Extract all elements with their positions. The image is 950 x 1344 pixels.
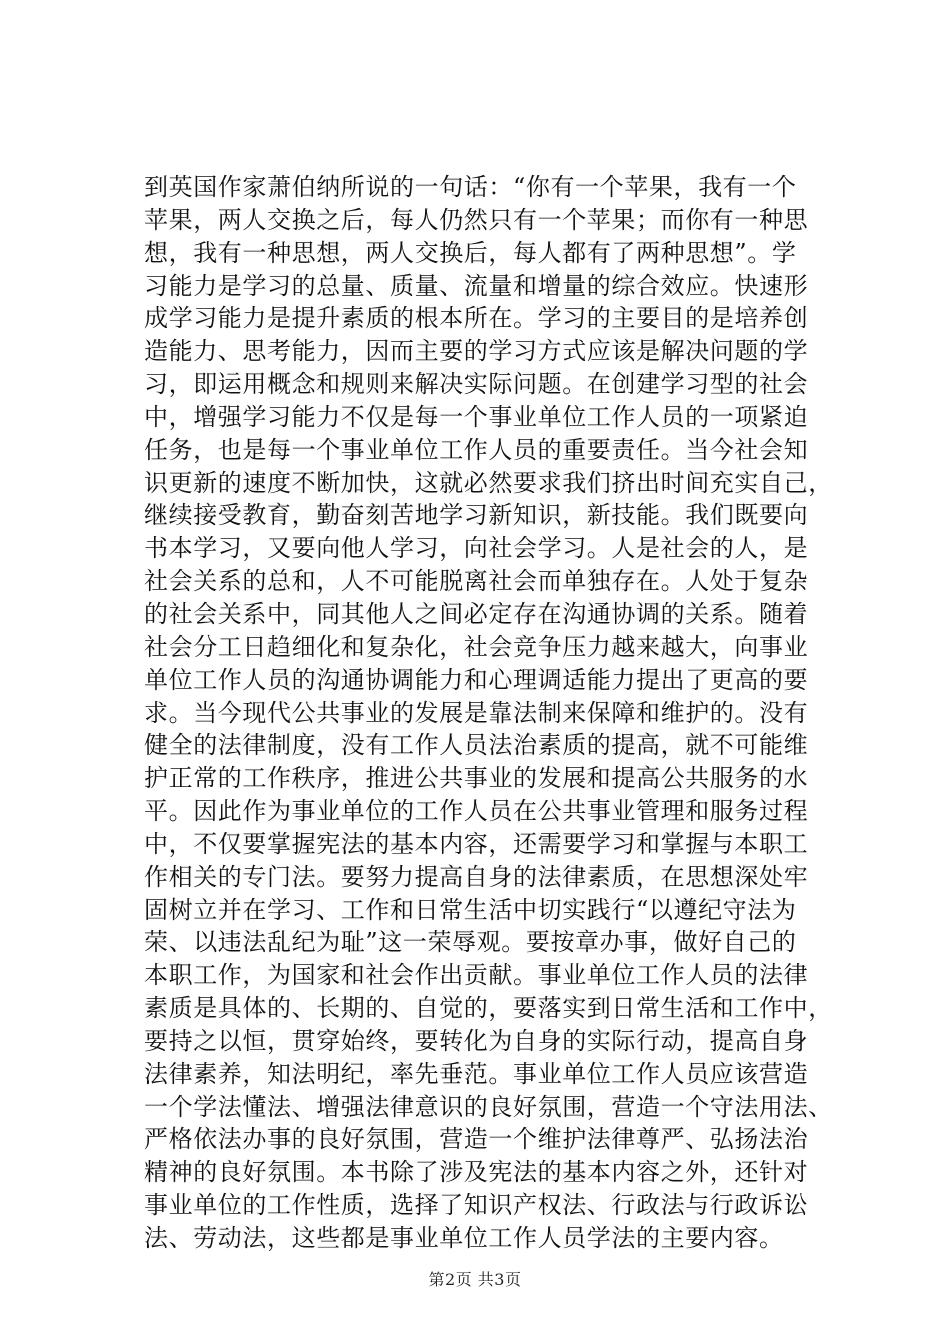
text-line: 本职工作，为国家和社会作出贡献。事业单位工作人员的法律 [144,961,809,990]
text-line: 法、劳动法，这些都是事业单位工作人员学法的主要内容。 [144,1224,784,1252]
text-line: 中，增强学习能力不仅是每一个事业单位工作人员的一项紧迫 [144,402,809,431]
text-line: 固树立并在学习、工作和日常生活中切实践行“以遵纪守法为 [144,895,797,924]
text-line: 素质是具体的、长期的、自觉的，要落实到日常生活和工作中， [144,994,833,1023]
text-line: 严格依法办事的良好氛围，营造一个维护法律尊严、弘扬法治 [144,1125,809,1154]
text-line: 护正常的工作秩序，推进公共事业的发展和提高公共服务的水 [144,764,809,793]
page-footer: 第2页 共3页 [428,1270,522,1289]
text-line: 识更新的速度不断加快，这就必然要求我们挤出时间充实自己， [144,468,833,497]
text-line: 法律素养，知法明纪，率先垂范。事业单位工作人员应该营造 [144,1059,809,1088]
text-line: 平。因此作为事业单位的工作人员在公共事业管理和服务过程 [144,797,809,826]
text-line: 想，我有一种思想，两人交换后，每人都有了两种思想”。学 [144,238,797,267]
text-line: 书本学习，又要向他人学习，向社会学习。人是社会的人，是 [144,534,809,563]
text-line: 事业单位的工作性质，选择了知识产权法、行政法与行政诉讼 [144,1191,809,1220]
text-line: 成学习能力是提升素质的根本所在。学习的主要目的是培养创 [144,304,809,333]
text-line: 荣、以违法乱纪为耻”这一荣辱观。要按章办事，做好自己的 [144,928,797,957]
text-line: 精神的良好氛围。本书除了涉及宪法的基本内容之外，还针对 [144,1158,809,1187]
text-line: 求。当今现代公共事业的发展是靠法制来保障和维护的。没有 [144,698,809,727]
text-line: 社会关系的总和，人不可能脱离社会而单独存在。人处于复杂 [144,567,809,596]
text-line: 的社会关系中，同其他人之间必定存在沟通协调的关系。随着 [144,599,809,628]
text-line: 要持之以恒，贯穿始终，要转化为自身的实际行动，提高自身 [144,1026,809,1055]
body-paragraph [144,171,834,1255]
text-line: 健全的法律制度，没有工作人员法治素质的提高，就不可能维 [144,731,809,760]
text-line: 作相关的专门法。要努力提高自身的法律素质，在思想深处牢 [144,862,809,891]
text-line: 任务，也是每一个事业单位工作人员的重要责任。当今社会知 [144,435,809,464]
text-line: 造能力、思考能力，因而主要的学习方式应该是解决问题的学 [144,337,809,366]
text-line: 苹果，两人交换之后，每人仍然只有一个苹果；而你有一种思 [144,205,809,234]
text-line: 继续接受教育，勤奋刻苦地学习新知识，新技能。我们既要向 [144,501,809,530]
text-line: 单位工作人员的沟通协调能力和心理调适能力提出了更高的要 [144,665,809,694]
text-line: 习能力是学习的总量、质量、流量和增量的综合效应。快速形 [144,271,809,300]
text-line: 中，不仅要掌握宪法的基本内容，还需要学习和掌握与本职工 [144,829,809,858]
text-line: 一个学法懂法、增强法律意识的良好氛围，营造一个守法用法、 [144,1092,833,1121]
text-line: 习，即运用概念和规则来解决实际问题。在创建学习型的社会 [144,370,809,399]
text-line: 社会分工日趋细化和复杂化，社会竞争压力越来越大，向事业 [144,632,809,661]
text-line: 到英国作家萧伯纳所说的一句话：“你有一个苹果，我有一个 [144,173,797,201]
